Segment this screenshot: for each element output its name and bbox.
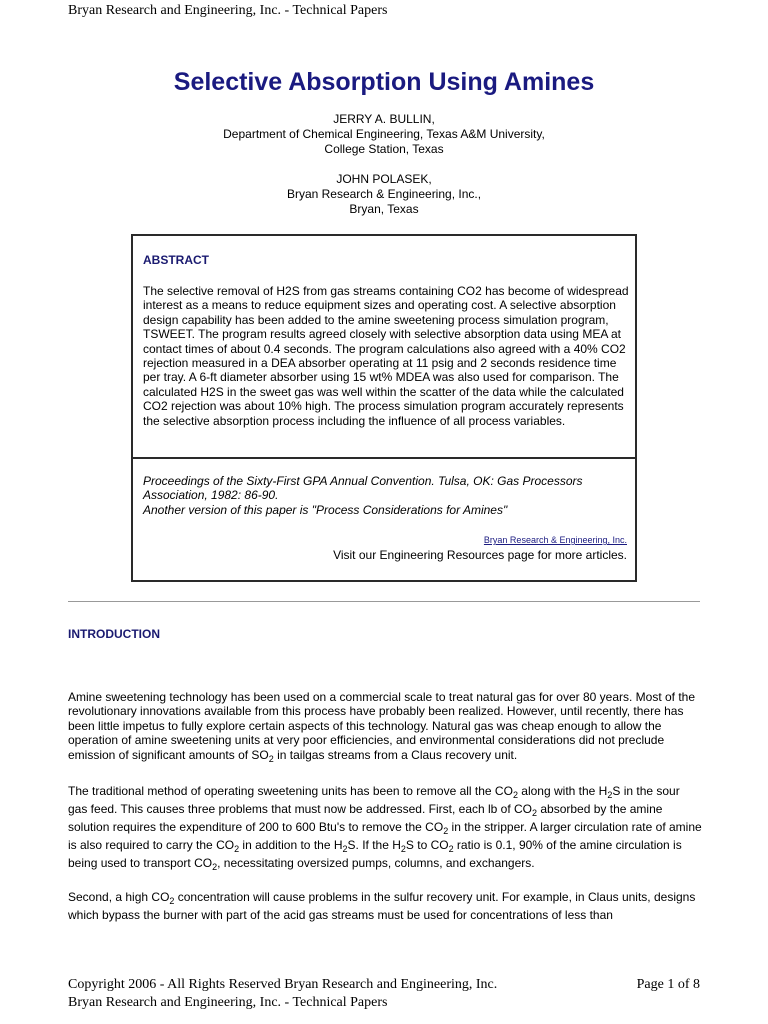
paper-title: Selective Absorption Using Amines xyxy=(173,68,595,96)
author-block xyxy=(0,172,768,217)
proceedings-citation xyxy=(143,474,631,517)
author-list xyxy=(0,112,768,232)
abstract-divider xyxy=(133,457,635,459)
proceedings-line: Proceedings of the Sixty-First GPA Annual Convention. Tulsa, OK: Gas Processors Association, 1982: 86-90. xyxy=(143,474,583,503)
author-affiliation: Department of Chemical Engineering, Texas A&M University, xyxy=(223,127,545,141)
section-divider xyxy=(68,601,700,602)
section-heading-introduction: INTRODUCTION xyxy=(68,627,160,641)
footer-copyright: Copyright 2006 - All Rights Reserved Bryan Research and Engineering, Inc. xyxy=(68,977,498,992)
author-name: JOHN POLASEK, xyxy=(336,172,432,186)
author-location: Bryan, Texas xyxy=(349,202,419,216)
author-name: JERRY A. BULLIN, xyxy=(333,112,435,126)
intro-paragraph: Amine sweetening technology has been used on a commercial scale to treat natural gas for over 80 years. Most of the revolutionary innovations available from this process have probably been realized. However, until recently, there has been little impetus to fully explore certain aspects of this technology. Natural gas was cheap enough to allow the operation of amine sweetening units at very poor efficiencies, and environmental considerations did not preclude emission of significant amounts of $SO_2$ in tailgas streams from a Claus recovery unit. xyxy=(68,690,696,764)
abstract-text: The selective removal of H2S from gas streams containing CO2 has become of widespread interest as a means to reduce equipment sizes and operating cost. A selective absorption design capability has been added to the amine sweetening process simulation program, TSWEET. The program results agreed closely with selective absorption data using MEA at contact times of about 0.4 seconds. The program calculations also agreed with a 40% CO2 rejection measured in a DEA absorber operating at 11 psig and 2 seconds residence time per tray. A 6-ft diameter absorber using 15 wt% MDEA was also used for comparison. The calculated H2S in the sweet gas was well within the scatter of the data while the calculated CO2 rejection was about 10% high. The process simulation program accurately represents the selective absorption process including the influence of all process variables. xyxy=(143,284,629,428)
intro-paragraph: Second, a high $CO_2$ concentration will cause problems in the sulfur recovery unit. For example, in Claus units, designs which bypass the burner with part of the acid gas streams must be used for concentrations of less than xyxy=(68,890,696,922)
author-affiliation: Bryan Research & Engineering, Inc., xyxy=(286,187,482,201)
author-block xyxy=(0,112,768,157)
alternate-version-line: Another version of this paper is "Process Considerations for Amines" xyxy=(143,502,508,517)
running-header: Bryan Research and Engineering, Inc. - Technical Papers xyxy=(68,3,388,18)
company-link[interactable]: Bryan Research & Engineering, Inc. xyxy=(483,535,627,545)
abstract-box xyxy=(131,234,637,582)
resources-note: Visit our Engineering Resources page for more articles. xyxy=(333,548,627,562)
author-location: College Station, Texas xyxy=(324,142,444,156)
abstract-heading: ABSTRACT xyxy=(143,253,209,267)
running-footer: Bryan Research and Engineering, Inc. - Technical Papers xyxy=(68,995,388,1010)
intro-paragraph: The traditional method of operating sweetening units has been to remove all the $CO_2$ along with the $H_2S$ in the sour gas feed. This causes three problems that must now be addressed. First, each lb of $CO_2$ absorbed by the amine solution requires the expenditure of 200 to 600 Btu's to remove the $CO_2$ in the stripper. A larger circulation rate of amine is also required to carry the $CO_2$ in addition to the $H_2S$. If the $H_2S$ to $CO_2$ ratio is 0.1, 90% of the amine circulation is being used to transport $CO_2$, necessitating oversized pumps, columns, and exchangers. xyxy=(68,784,702,872)
page-number: Page 1 of 8 xyxy=(636,977,700,992)
